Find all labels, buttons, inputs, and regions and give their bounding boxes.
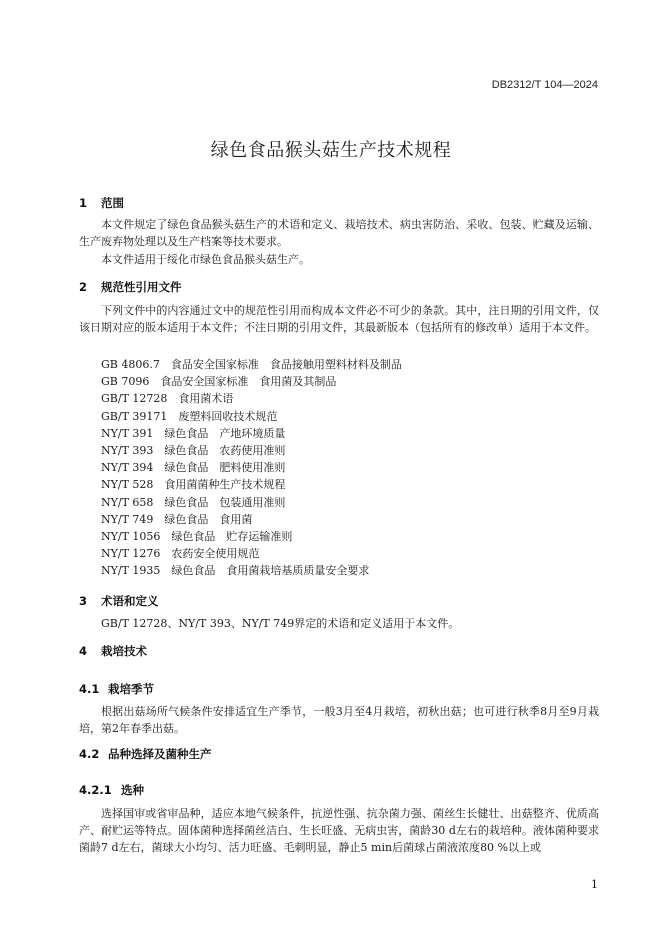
reference-item: NY/T 394 绿色食品 肥料使用准则 [101, 461, 286, 475]
paragraph: 本文件规定了绿色食品猴头菇生产的术语和定义、栽培技术、病虫害防治、采收、包装、贮藏及运输、生产废弃物处理以及生产档案等技术要求。 [79, 218, 599, 248]
page-number: 1 [591, 878, 598, 891]
section-title: 范围 [101, 196, 125, 210]
reference-item: NY/T 1935 绿色食品 食用菌栽培基质质量安全要求 [101, 564, 370, 578]
section-title: 栽培技术 [101, 644, 148, 658]
section-2-heading [79, 279, 182, 295]
section-title: 栽培季节 [108, 682, 155, 696]
paragraph: 选择国审或省审品种，适应本地气候条件，抗逆性强、抗杂菌力强、菌丝生长健壮、出菇整齐、优质高产、耐贮运等特点。固体菌种选择菌丝洁白、生长旺盛、无病虫害，菌龄30 d左右的栽培种。液体菌种要求菌龄7 d左右，菌球大小均匀、活力旺盛、毛刺明显，静止5 min后菌球占菌液浓度80 %以上或 [79, 807, 599, 854]
section-number: 4.2 [79, 747, 100, 761]
section-number: 3 [79, 594, 88, 608]
section-number: 4.2.1 [79, 783, 112, 797]
reference-item: NY/T 749 绿色食品 食用菌 [101, 512, 253, 526]
section-1-heading [79, 195, 124, 211]
reference-item: NY/T 1056 绿色食品 贮存运输准则 [101, 530, 293, 544]
section-4-2-1-heading [79, 782, 144, 798]
reference-item: GB/T 39171 废塑料回收技术规范 [101, 409, 278, 423]
document-title: 绿色食品猴头菇生产技术规程 [210, 140, 452, 161]
section-title: 品种选择及菌种生产 [108, 747, 212, 761]
reference-item: NY/T 1276 农药安全使用规范 [101, 547, 260, 561]
reference-item: NY/T 391 绿色食品 产地环境质量 [101, 426, 286, 440]
reference-item: GB 4806.7 食品安全国家标准 食品接触用塑料材料及制品 [101, 358, 402, 371]
reference-item: NY/T 658 绿色食品 包装通用准则 [101, 495, 286, 509]
section-number: 4.1 [79, 682, 100, 696]
paragraph: 下列文件中的内容通过文中的规范性引用而构成本文件必不可少的条款。其中，注日期的引用文件，仅该日期对应的版本适用于本文件；不注日期的引用文件，其最新版本（包括所有的修改单）适用于本文件。 [79, 304, 599, 334]
section-number: 4 [79, 644, 88, 658]
reference-list [101, 356, 402, 580]
section-4-heading [79, 643, 147, 659]
section-title: 规范性引用文件 [101, 280, 182, 294]
reference-item: GB/T 12728 食用菌术语 [101, 392, 234, 406]
paragraph: GB/T 12728、NY/T 393、NY/T 749界定的术语和定义适用于本文件。 [101, 617, 460, 630]
section-title: 选种 [121, 783, 145, 797]
section-number: 2 [79, 280, 88, 294]
section-4-1-heading [79, 681, 154, 697]
section-3-heading [79, 593, 159, 609]
section-title: 术语和定义 [101, 594, 159, 608]
section-4-2-heading [79, 746, 212, 762]
reference-item: NY/T 528 食用菌菌种生产技术规程 [101, 478, 286, 492]
reference-item: GB 7096 食品安全国家标准 食用菌及其制品 [101, 375, 337, 389]
section-number: 1 [79, 196, 88, 210]
paragraph: 根据出菇场所气候条件安排适宜生产季节，一般3月至4月栽培，初秋出菇；也可进行秋季8月至9月栽培，第2年春季出菇。 [79, 705, 599, 735]
reference-item: NY/T 393 绿色食品 农药使用准则 [101, 444, 286, 458]
document-code: DB2312/T 104—2024 [491, 79, 598, 91]
paragraph: 本文件适用于绥化市绿色食品猴头菇生产。 [101, 253, 310, 266]
